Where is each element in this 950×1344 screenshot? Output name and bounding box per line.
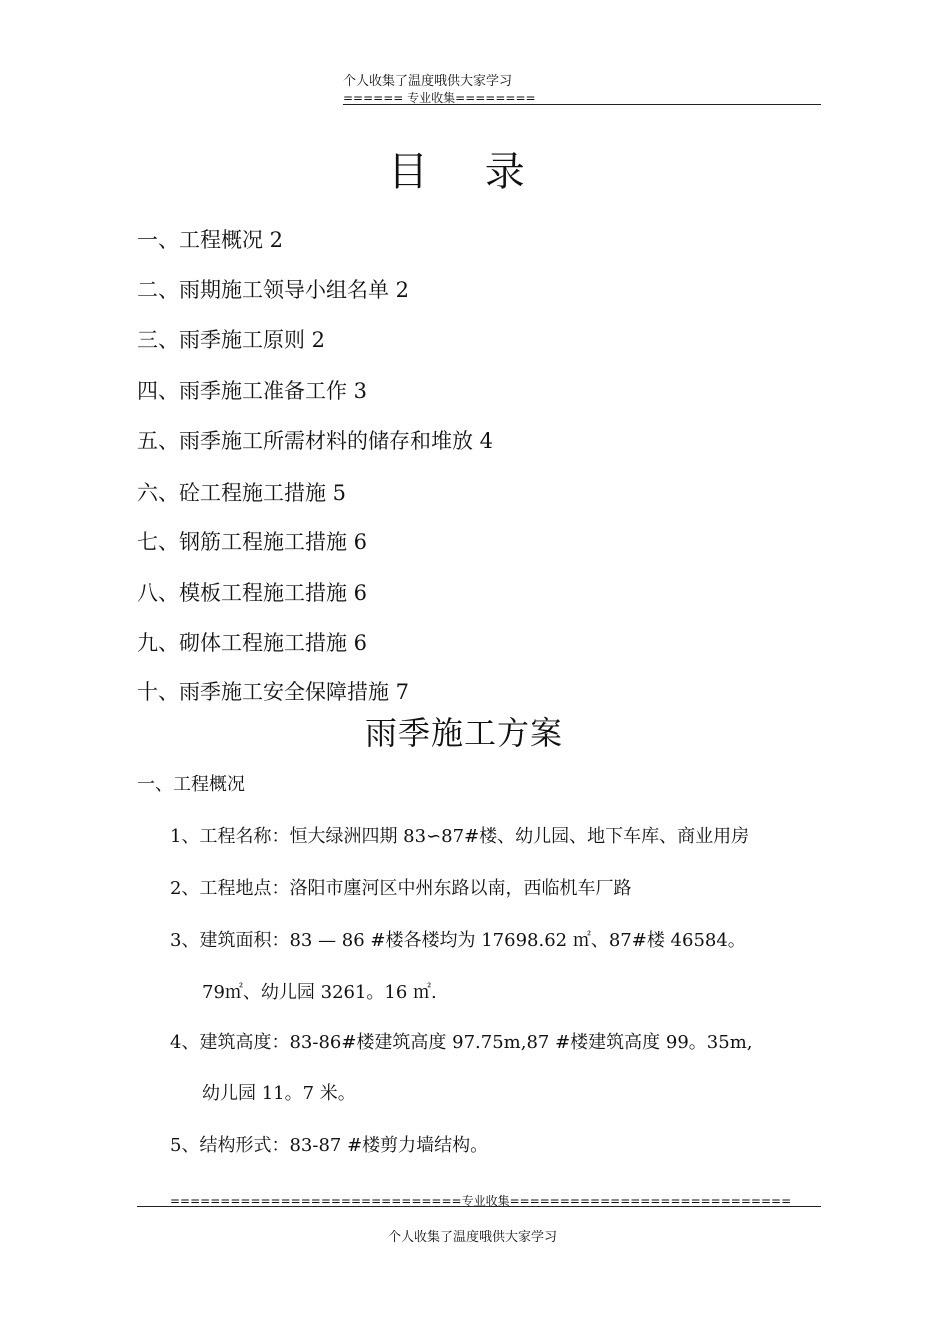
toc-item: 四、雨季施工准备工作 3 [137, 379, 368, 403]
page-header-separator: ====== 专业收集======== [343, 91, 536, 105]
toc-item: 五、雨季施工所需材料的储存和堆放 4 [137, 429, 494, 453]
footer-rule [137, 1206, 821, 1207]
body-line-project-name: 1、工程名称：恒大绿洲四期 83∽87#楼、幼儿园、地下车库、商业用房 [170, 826, 750, 847]
toc-title: 目 录 [388, 149, 547, 195]
document-title: 雨季施工方案 [365, 714, 564, 752]
footer-separator: =============================专业收集============================ [170, 1194, 792, 1208]
header-rule [343, 104, 821, 105]
toc-item: 七、钢筋工程施工措施 6 [137, 530, 368, 554]
page-footer-text: 个人收集了温度哦供大家学习 [388, 1230, 558, 1245]
toc-item: 六、砼工程施工措施 5 [137, 481, 347, 505]
section-heading: 一、工程概况 [137, 774, 245, 795]
toc-item: 十、雨季施工安全保障措施 7 [137, 680, 410, 704]
page-header-text: 个人收集了温度哦供大家学习 [343, 74, 513, 89]
toc-item: 九、砌体工程施工措施 6 [137, 631, 368, 655]
body-line-building-height: 4、建筑高度：83-86#楼建筑高度 97.75m,87 #楼建筑高度 99。35m, [170, 1032, 753, 1053]
body-line-project-location: 2、工程地点：洛阳市廛河区中州东路以南，西临机车厂路 [170, 878, 632, 899]
body-line-building-height-cont: 幼儿园 11。7 米。 [202, 1083, 356, 1104]
toc-item: 一、工程概况 2 [137, 228, 284, 252]
toc-item: 三、雨季施工原则 2 [137, 328, 326, 352]
body-line-structure-type: 5、结构形式：83-87 #楼剪力墙结构。 [170, 1135, 489, 1156]
toc-item: 二、雨期施工领导小组名单 2 [137, 278, 410, 302]
body-line-building-area-cont: 79㎡、幼儿园 3261。16 ㎡. [202, 982, 437, 1003]
body-line-building-area: 3、建筑面积：83 — 86 #楼各楼均为 17698.62 ㎡、87#楼 46584。 [170, 930, 746, 951]
toc-item: 八、模板工程施工措施 6 [137, 581, 368, 605]
